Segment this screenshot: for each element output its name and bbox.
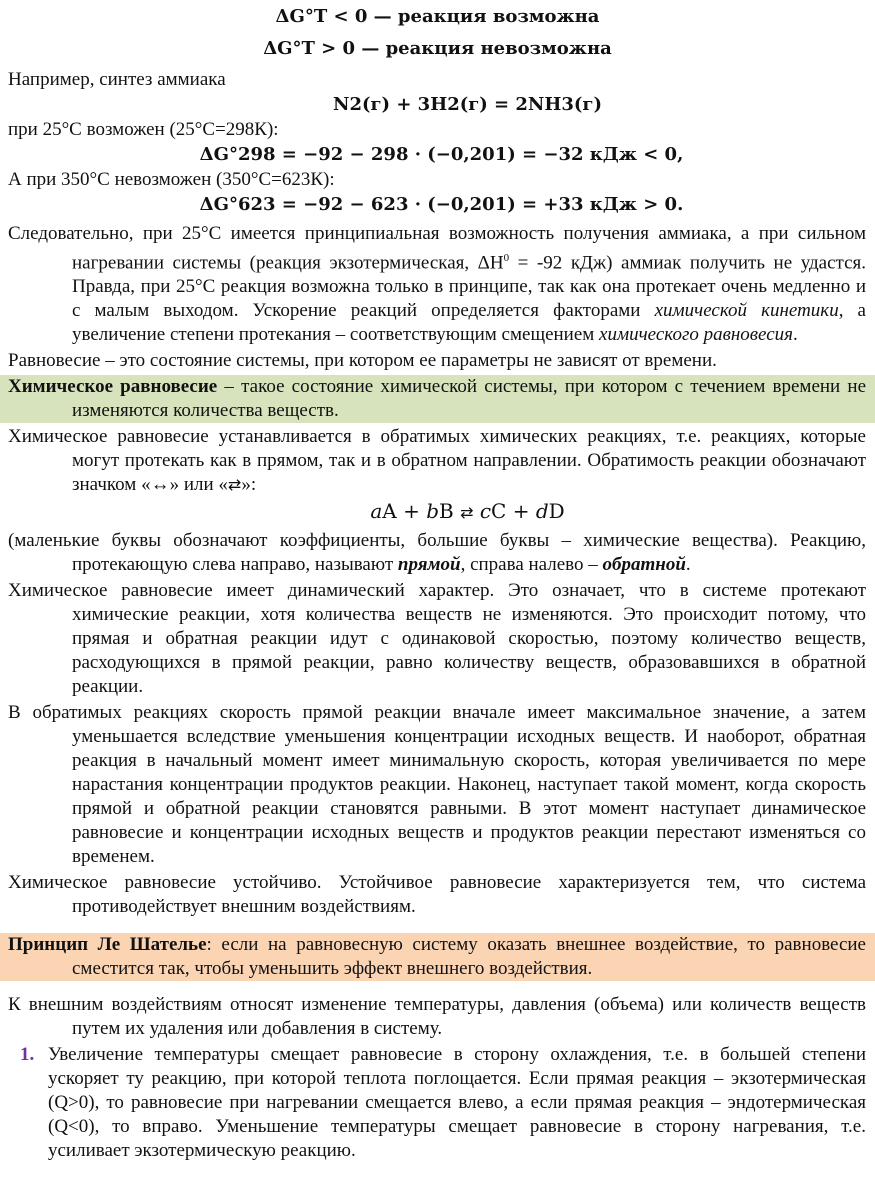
delta-g-298-text: ΔG°298 = −92 − 298 · (−0,201) = −32 кДж < 0, <box>199 144 684 165</box>
delta-g-623-equation <box>0 192 875 218</box>
le-chatelier-def: : если на равновесную систему оказать внешнее воздействие, то равновесие сместится так, чтобы уменьшить эффект внешнего воздействия. <box>72 934 866 980</box>
conclusion-paragraph: Следовательно, при 25°С имеется принципиальная возможность получения аммиака, а при сильном нагревании системы (реакция экзотермическая, $\Delta H^0 = -92$ кДж) аммиак получить не удастся. Правда, при 25°С реакция возможна только в принципе, так как она протекает очень медленно и с малым выходом. Ускорение реакций определяется факторами химической кинетики, а увеличение степени протекания – соответствующим смещением химического равновесия. <box>8 223 866 346</box>
reaction-note-part-3: . <box>685 554 691 576</box>
plus-1: + <box>403 499 420 524</box>
list-item-1 <box>0 1043 875 1163</box>
list-item-1-text: Увеличение температуры смещает равновесие в сторону охлаждения, т.е. в большей степени ускоряет ту реакцию, при которой теплота поглощается. Если прямая реакция – экзотермическая (Q>0), то равновесие при нагревании смещается влево, а если прямая реакция – эндотермическая (Q<0), то вправо. Уменьшение температуры смещает равновесие в сторону нагревания, т.е. усиливает экзотермическую реакцию. <box>48 1044 866 1162</box>
reaction-note-part-1: (маленькие буквы обозначают коэффициенты, большие буквы – химические вещества). Реакцию, протекающую слева направо, называют <box>8 530 866 576</box>
coef-c: c <box>479 499 492 524</box>
plus-2: + <box>512 499 530 524</box>
reaction-arrow-icon: ⇄ <box>460 503 474 523</box>
dynamic-paragraph: Химическое равновесие имеет динамический характер. Это означает, что в системе протекают химические реакции, хотя количества веществ не изменяются. Это происходит потому, что прямая и обратная реакции идут с одинаковой скоростью, поэтому количество веществ, расходующихся в прямой реакции, равно количеству веществ, образовавшихся в обратной реакции. <box>8 580 866 698</box>
delta-g-298-equation <box>0 142 875 168</box>
document-page <box>0 4 875 1204</box>
condition-positive-text: ΔG°T > 0 — реакция невозможна <box>263 38 612 59</box>
rate-paragraph: В обратимых реакциях скорость прямой реакции вначале имеет максимальное значение, а затем уменьшается вследствие уменьшения концентрации исходных веществ. И наоборот, обратная реакция в начальный момент имеет минимальную скорость, которая увеличивается по мере нарастания концентрации продуктов реакции. Наконец, наступает такой момент, когда скорость прямой и обратной реакции становятся равными. В этот момент наступает динамическое равновесие и концентрации исходных веществ и продуктов реакции перестают изменяться со временем. <box>8 702 866 868</box>
equilibrium-arrows-icon: ⇄ <box>227 475 242 495</box>
delta-g-623-text: ΔG°623 = −92 − 623 · (−0,201) = +33 кДж > 0. <box>199 194 684 215</box>
reversible-paragraph <box>0 425 875 497</box>
condition-negative <box>0 4 875 30</box>
external-effects-paragraph: К внешним воздействиям относят изменение температуры, давления (объема) или количеств веществ путем их удаления или добавления в систему. <box>8 994 866 1040</box>
equilibrium-definition: Равновесие – это состояние системы, при котором ее параметры не зависят от времени. <box>8 350 717 372</box>
example-intro: Например, синтез аммиака <box>8 69 226 90</box>
synthesis-equation <box>0 92 875 118</box>
chemical-equilibrium-term-bold: Химическое равновесие <box>8 376 218 398</box>
substance-b: B <box>439 499 454 524</box>
conclusion-part-3: , а увеличение степени протекания – соответствующим смещением <box>72 300 866 346</box>
stable-paragraph: Химическое равновесие устойчиво. Устойчивое равновесие характеризуется тем, что система противодействует внешним воздействиям. <box>8 872 866 918</box>
general-reaction-equation <box>0 497 875 527</box>
chemical-equilibrium-term: химического равновесия <box>599 324 793 346</box>
substance-d: D <box>548 499 565 524</box>
coef-d: d <box>535 499 549 524</box>
reverse-word: обратной <box>602 554 686 576</box>
conclusion-part-4: . <box>792 324 798 346</box>
list-number-1: 1. <box>20 1044 35 1066</box>
conclusion-part-2: = -92 кДж) аммиак получить не удастся. Правда, при 25°С реакция возможна только в принципе, так как она протекает очень медленно и с малым выходом. Ускорение реакций определяется факторами <box>72 252 866 322</box>
chemical-equilibrium-definition <box>0 375 875 423</box>
at-350-text: А при 350°С невозможен (350°С=623К): <box>8 169 335 190</box>
reaction-note-part-2: , справа налево – <box>460 554 603 576</box>
reversible-text: Химическое равновесие устанавливается в обратимых химических реакциях, т.е. реакциях, которые могут протекать как в прямом, так и в обратном направлении. Обратимость реакции обозначают значком «↔» или « <box>8 426 866 496</box>
direct-word: прямой <box>397 554 461 576</box>
coef-b: b <box>426 499 439 524</box>
synthesis-equation-text: N2(г) + 3H2(г) = 2NH3(г) <box>333 94 602 115</box>
at-25-text: при 25°С возможен (25°С=298К): <box>8 119 279 140</box>
substance-c: C <box>491 499 507 524</box>
substance-a: A <box>382 499 397 524</box>
chemical-equilibrium-def-text: – такое состояние химической системы, при котором с течением времени не изменяются количества веществ. <box>72 376 867 422</box>
coef-a: a <box>370 499 383 524</box>
conclusion-part-1: Следовательно, при 25°С имеется принципиальная возможность получения аммиака, а при сильном нагревании системы (реакция экзотермическая, ΔH <box>8 223 866 274</box>
le-chatelier-term: Принцип Ле Шателье <box>8 934 207 956</box>
chemical-kinetics-term: химической кинетики <box>654 300 839 322</box>
condition-positive <box>0 36 875 62</box>
reaction-note <box>0 529 875 577</box>
condition-negative-text: ΔG°T < 0 — реакция возможна <box>275 6 600 27</box>
reversible-end: »: <box>241 474 257 496</box>
le-chatelier-principle <box>0 933 875 981</box>
